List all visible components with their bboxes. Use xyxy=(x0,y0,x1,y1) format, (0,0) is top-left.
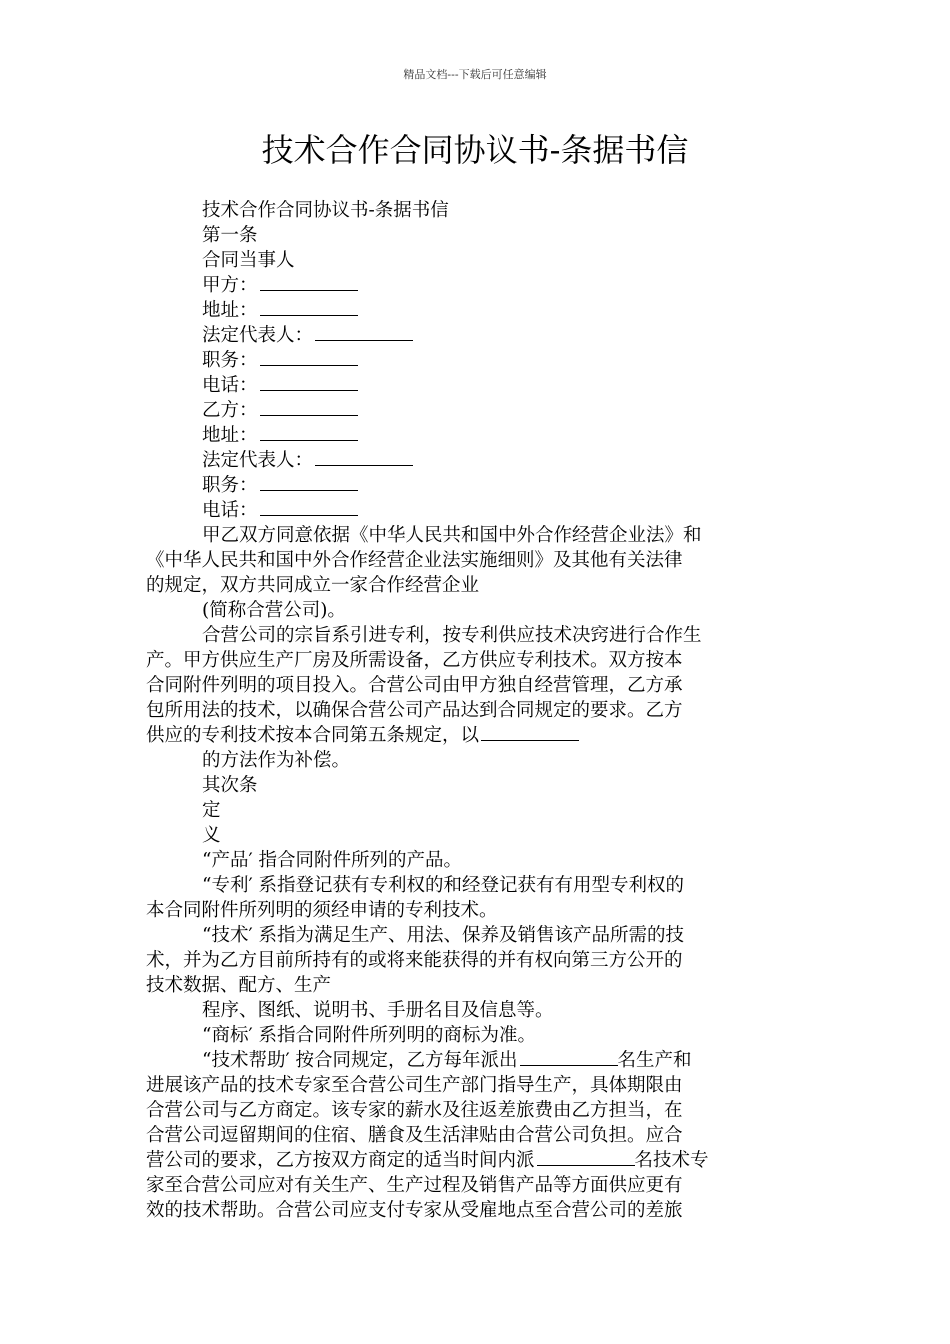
blank-field xyxy=(260,314,358,316)
definition-line: 效的技术帮助。合营公司应支付专家从受雇地点至合营公司的差旅 xyxy=(146,1200,683,1221)
address-b-line xyxy=(146,423,806,448)
position-a-label: 职务： xyxy=(202,350,258,371)
definition-line: 合营公司与乙方商定。该专家的薪水及往返差旅费由乙方担当，在 xyxy=(146,1100,683,1121)
definition-line: 合营公司逗留期间的住宿、膳食及生活津贴由合营公司负担。应合 xyxy=(146,1125,683,1146)
document-title: 技术合作合同协议书-条据书信 xyxy=(261,131,689,169)
paragraph-line: 合营公司的宗旨系引进专利，按专利供应技术决窍进行合作生 xyxy=(202,625,702,646)
paragraph-line: (简称合营公司)。 xyxy=(202,600,346,621)
definition-line: 术，并为乙方目前所持有的或将来能获得的并有权向第三方公开的 xyxy=(146,950,683,971)
blank-field xyxy=(537,1164,635,1166)
paragraph-line: 甲乙双方同意依据《中华人民共和国中外合作经营企业法》和 xyxy=(202,525,702,546)
article-2-heading: 义 xyxy=(202,825,221,846)
address-a-label: 地址： xyxy=(202,300,258,321)
definition-text: 名技术专 xyxy=(634,1150,709,1171)
definition-line: 程序、图纸、说明书、手册名目及信息等。 xyxy=(202,1000,554,1021)
blank-field xyxy=(260,439,358,441)
party-a-line xyxy=(146,273,806,298)
subtitle: 技术合作合同协议书-条据书信 xyxy=(202,200,449,221)
paragraph-line: 的方法作为补偿。 xyxy=(202,750,351,771)
legal-rep-a-line xyxy=(146,323,806,348)
blank-field xyxy=(315,464,413,466)
position-a-line xyxy=(146,348,806,373)
parties-heading: 合同当事人 xyxy=(202,250,295,271)
blank-field xyxy=(520,1064,618,1066)
legal-rep-b-line xyxy=(146,448,806,473)
blank-field xyxy=(260,414,358,416)
blank-field xyxy=(260,489,358,491)
definition-text: 营公司的要求，乙方按双方商定的适当时间内派 xyxy=(146,1150,535,1171)
definition-text: 名生产和 xyxy=(617,1050,692,1071)
paragraph-line: 包所用法的技术，以确保合营公司产品达到合同规定的要求。乙方 xyxy=(146,700,683,721)
phone-a-label: 电话： xyxy=(202,375,258,396)
definition-line: 进展该产品的技术专家至合营公司生产部门指导生产，具体期限由 xyxy=(146,1075,683,1096)
paragraph-line: 合同附件列明的项目投入。合营公司由甲方独自经营管理，乙方承 xyxy=(146,675,683,696)
definition-line xyxy=(146,1148,806,1173)
page-header: 精品文档---下载后可任意编辑 xyxy=(403,68,547,81)
blank-field xyxy=(260,289,358,291)
paragraph-text: 供应的专利技术按本合同第五条规定，以 xyxy=(146,725,480,746)
position-b-line xyxy=(146,473,806,498)
article-1-heading: 第一条 xyxy=(202,225,258,246)
address-a-line xyxy=(146,298,806,323)
paragraph-line: 产。甲方供应生产厂房及所需设备，乙方供应专利技术。双方按本 xyxy=(146,650,683,671)
article-2-heading: 其次条 xyxy=(202,775,258,796)
definition-line: 本合同附件所列明的须经申请的专利技术。 xyxy=(146,900,498,921)
legal-rep-b-label: 法定代表人： xyxy=(202,450,314,471)
definition-line: “专利′ 系指登记获有专利权的和经登记获有有用型专利权的 xyxy=(202,875,685,896)
phone-b-line xyxy=(146,498,806,523)
blank-field xyxy=(481,739,579,741)
blank-field xyxy=(315,339,413,341)
party-b-label: 乙方： xyxy=(202,400,258,421)
position-b-label: 职务： xyxy=(202,475,258,496)
article-2-heading: 定 xyxy=(202,800,221,821)
phone-a-line xyxy=(146,373,806,398)
definition-line: “商标′ 系指合同附件所列明的商标为准。 xyxy=(202,1025,537,1046)
legal-rep-a-label: 法定代表人： xyxy=(202,325,314,346)
blank-field xyxy=(260,514,358,516)
blank-field xyxy=(260,364,358,366)
definition-line: “产品′ 指合同附件所列的产品。 xyxy=(202,850,463,871)
document-body xyxy=(146,198,806,1223)
definition-line: 技术数据、配方、生产 xyxy=(146,975,332,996)
definition-line xyxy=(146,1048,806,1073)
party-b-line xyxy=(146,398,806,423)
definition-text: “技术帮助′ 按合同规定，乙方每年派出 xyxy=(202,1050,518,1071)
definition-line: 家至合营公司应对有关生产、生产过程及销售产品等方面供应更有 xyxy=(146,1175,683,1196)
address-b-label: 地址： xyxy=(202,425,258,446)
phone-b-label: 电话： xyxy=(202,500,258,521)
blank-field xyxy=(260,389,358,391)
paragraph-line: 的规定，双方共同成立一家合作经营企业 xyxy=(146,575,480,596)
definition-line: “技术′ 系指为满足生产、用法、保养及销售该产品所需的技 xyxy=(202,925,685,946)
paragraph-line: 《中华人民共和国中外合作经营企业法实施细则》及其他有关法律 xyxy=(146,550,683,571)
party-a-label: 甲方： xyxy=(202,275,258,296)
paragraph-line xyxy=(146,723,806,748)
